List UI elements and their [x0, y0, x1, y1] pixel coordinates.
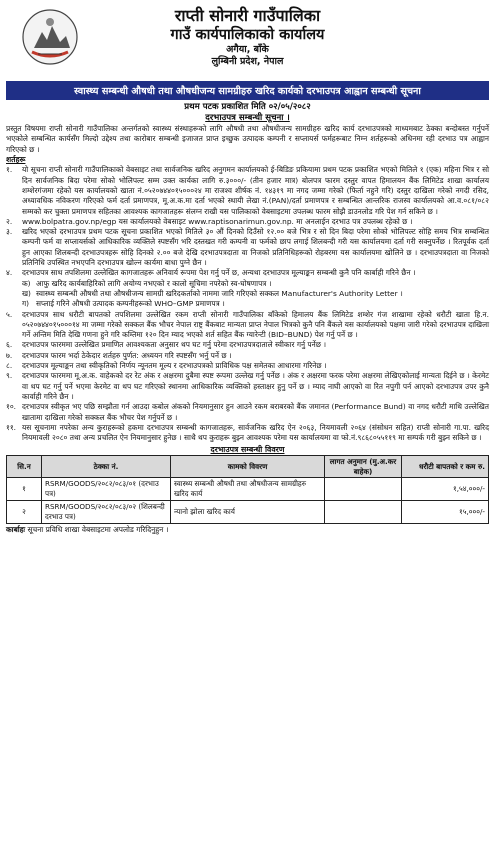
- subitem-letter: ख): [22, 288, 31, 298]
- cell-contract-no: RSRM/GOODS/२०८२/०८३/०१ (दरभाउ पत्र): [42, 478, 171, 501]
- condition-text: दरभाउपत्र मूल्याङ्कन तथा स्वीकृतिको निर्णय न्यूनतम मूल्य र दरभाउपत्रको प्राविधिक पक्ष समेतका आधारमा गरिनेछ ।: [22, 361, 327, 371]
- condition-item: [6, 310, 489, 341]
- cell-deposit: १५,०००/-: [402, 501, 489, 524]
- condition-number: २.: [6, 216, 13, 226]
- condition-text: खरिद भएको दरभाउपत्र प्रथम पटक सूचना प्रकाशित भएको मितिले ३० औं दिनको दिउँसो १२.०० बजे भित्र र सो दिन बिदा परेमा सोको भोलिपल्ट सोहि समय भित्र सम्बन्धित कम्पनी फर्म वा सप्लायर्सको आधिकारिक व्यक्तिले स्पष्टसँग भरि दस्तखत गरी कम्पनी वा फर्मको छाप लगाई शिलबन्दी गरी यस कार्यालयमा दर्ता गरी सक्नुपर्नेछ । रितपूर्वक दर्ता हुन आएका शिलबन्दी दरभाउपत्रहरू सोहि दिनको २.०० बजे देखि दरभाउपत्रदाता वा निजको प्रतिनिधिहरूको रोहबरमा यस कार्यालयमा खोलिने छ । दरभाउपत्रदाता वा निजको प्रतिनिधि उपस्थित नभएपनि दरभाउपत्र खोल्न कार्यमा बाधा पुग्ने छैन ।: [22, 227, 489, 268]
- condition-item: [6, 340, 489, 350]
- condition-number: १.: [6, 165, 13, 175]
- office-address: अगैया, बाँके: [226, 44, 269, 55]
- subitem-text: सप्लाई गरिने औषधी उत्पादक कम्पनीहरूको WHO–GMP प्रमाणपत्र ।: [36, 299, 225, 309]
- condition-number: ४.: [6, 268, 13, 278]
- action-footer: [6, 525, 489, 535]
- condition-item: [6, 351, 489, 361]
- condition-text: यस सूचनामा नपरेका अन्य कुराहरूको हकमा दरभाउपत्र सम्बन्धी कागजातहरू, सार्वजनिक खरिद ऐन २०६३, नियमावली २०६४ (संसोधन सहित) राप्ती सोनारी गा.पा. खरिद नियमावली २०८० तथा अन्य प्रचलित ऐन नियमानुसार हुनेछ । साथै थप कुराहरू बुझ्न आवश्यक परेमा यस कार्यालयमा वा फो.नं.९८६८०५५११९ मा सम्पर्क गरी बुझ्न सकिने छ ।: [22, 422, 489, 443]
- province-country: लुम्बिनी प्रदेश, नेपाल: [211, 56, 284, 67]
- notice-banner: स्वास्थ्य सम्बन्धी औषधी तथा औषधीजन्य सामग्रीहरु खरिद कार्यको दरभाउपत्र आह्वान सम्बन्धी सूचना: [6, 81, 489, 100]
- col-header-work-description: कामको विवरण: [171, 456, 325, 478]
- cell-sn: २: [7, 501, 42, 524]
- cell-sn: १: [7, 478, 42, 501]
- table-row: [7, 501, 489, 524]
- conditions-heading: शर्तहरू: [6, 154, 26, 164]
- condition-item: [6, 361, 489, 371]
- col-header-deposit: धरौटी बापतको र कम रु.: [402, 456, 489, 478]
- condition-number: ५.: [6, 309, 13, 319]
- condition-text: www.bolpatra.gov.np/egp यस कार्यालयको वेबसाइट www.raptisonarimun.gov.np. मा अनलाईन दरभाउ पत्र उपलब्ध रहेको छ ।: [22, 216, 413, 226]
- condition-number: ६.: [6, 340, 13, 350]
- subitem-letter: क): [22, 278, 31, 288]
- publication-date: प्रथम पटक प्रकाशित मिति ०२/०५/२०८२: [184, 102, 311, 112]
- condition-item: [6, 371, 489, 402]
- cell-contract-no: RSRM/GOODS/२०८२/०८३/०२ (शिलबन्दी दरभाउ पत्र): [42, 501, 171, 524]
- cell-deposit: १,५४,०००/-: [402, 478, 489, 501]
- footer-label: कार्बाहः: [6, 525, 26, 535]
- condition-subitem: [6, 289, 489, 299]
- condition-number: १०.: [6, 402, 17, 412]
- office-header: [6, 6, 489, 80]
- intro-paragraph: प्रस्तुत विषयमा राप्ती सोनारी गाउँपालिका अन्तर्गतको स्वास्थ्य संस्थाहरूको लागि औषधी तथा औषधीजन्य सामग्रीहरु खरिद कार्य दरभाउपत्रको माध्यमबाट ठेक्का बन्दोबस्त गर्नुपर्ने भएकोले सम्बन्धित कार्यसँग मिल्दो उद्देश्य तथा कारोबार सम्बन्धी इजाजत प्राप्त इच्छुक उत्पादक कम्पनी र सप्लायर्स फर्महरूबाट निम्न शर्तहरूको अधिनमा रही दरभाउ पत्र आह्वान गरिएको छ ।: [6, 124, 489, 154]
- cell-cost-estimate: [325, 501, 402, 524]
- condition-text: दरभाउपत्र फारममा उल्लेखित प्रमाणित आवश्यकता अनुसार थप घट गर्नु परेमा दरभाउपत्रदाताले स्वीकार गर्नु पर्नेछ ।: [22, 340, 327, 350]
- office-name: गाउँ कार्यपालिकाको कार्यालय: [170, 26, 325, 43]
- condition-text: दरभाउपत्र साथ तपशिलमा उल्लेखित कागजातहरू अनिवार्य रूपमा पेश गर्नु पर्ने छ, अन्यथा दरभाउपत्र मूल्याङ्कन सम्बन्धी कुनै पनि कार्बाही गरिने छैन ।: [22, 268, 416, 278]
- details-title: दरभाउपत्र सम्बन्धी विवरण: [210, 445, 285, 455]
- cell-work-description: न्यानो झोला खरिद कार्य: [171, 501, 325, 524]
- col-header-cost-estimate: लागत अनुमान (मु.अ.कर बाहेक): [325, 456, 402, 478]
- col-header-contract-no: ठेक्का नं.: [42, 456, 171, 478]
- condition-item: [6, 268, 489, 278]
- condition-number: ७.: [6, 350, 13, 360]
- table-header-row: [7, 456, 489, 478]
- condition-subitem: [6, 279, 489, 289]
- condition-item: [6, 165, 489, 216]
- subitem-text: स्वास्थ्य सम्बन्धी औषधी तथा औषधीजन्य सामग्री खरिदकर्ताको नाममा जारि गरिएको सक्कल Manufacturer's Authority Letter ।: [36, 288, 403, 298]
- condition-text: दरभाउपत्र फारम भर्दा ठेकेदार शर्तहरु पुर्णत: अध्ययन गरि स्पष्टसँग भर्नु पर्ने छ ।: [22, 350, 232, 360]
- condition-number: ८.: [6, 361, 13, 371]
- condition-item: [6, 402, 489, 423]
- subitem-letter: ग): [22, 299, 30, 309]
- nepal-government-emblem-icon: [20, 8, 80, 66]
- tender-details-table: [6, 455, 489, 524]
- col-header-sn: सि.न: [7, 456, 42, 478]
- cell-work-description: स्वास्थ्य सम्बन्धी औषधी तथा औषधीजन्य सामग्रीहरु खरिद कार्य: [171, 478, 325, 501]
- condition-number: ९.: [6, 371, 13, 381]
- condition-item: [6, 423, 489, 444]
- subitem-text: आफु खरिद कार्यबाहिरिको लागि अयोग्य नभएको र कालो सूचिमा नपरेको स्व-घोषणापत्र ।: [36, 278, 272, 288]
- condition-number: ११.: [6, 422, 17, 432]
- table-row: [7, 478, 489, 501]
- condition-text: दरभाउपत्र स्वीकृत भए पछि सम्झौता गर्न आउदा कबोल अंकको नियमानुसार हुन आउने रकम बराबरको बैंक जमानत (Performance Bund) वा नगद धरौटी माथि उल्लेखित खातामा दाखिला गरेको सक्कल बैंक भौचर पेश गर्नुपर्ने छ ।: [22, 402, 489, 422]
- condition-item: [6, 217, 489, 227]
- condition-text: दरभाउपत्र फारममा मू.अ.क. वाहेकको दर रेट अंक र अक्षरमा दुबैमा स्पष्ट रूपमा उल्लेख गर्नु पर्नेछ । अंक र अक्षरमा फरक परेमा अक्षरमा लेखिएकोलाई मान्यता दिईने छ । केरमेट वा थप घट गर्नु पर्ने भएमा केरमेट वा थप घट गरिएको स्थानमा आधिकारिक व्यक्तिको हस्ताक्षर हुनु पर्ने छ । म्याद नाघी आएको वा रित नपुगी पर्न आएको दरभाउपत्र उपर कुनै कार्वाही गरिने छैन ।: [22, 371, 489, 401]
- notice-title: दरभाउपत्र सम्बन्धी सूचना ।: [205, 113, 290, 123]
- condition-number: ३.: [6, 227, 13, 237]
- condition-text: दरभाउपत्र साथ धरौटी बापतको तपशिलमा उल्लेखित रकम राप्ती सोनारी गाउँपालिका बाँकेको हिमालय बैंक लिमिटेड शम्शेर गंज शाखामा रहेको धरौटी खाता हि.न. ०५२०७४४०१५०००१४ मा जम्मा गरेको सक्कल बैंक भौचर नेपाल राष्ट्र बैंकबाट मान्यता प्राप्त नेपाल भित्रको कुनै पनि बैंकले यस कार्यालयको पक्षमा जारी गरेको दरभाउपत्र दाखिला गर्ने अन्तिम मिति देखि गणना हुने गरि कम्तिमा १२० दिन म्याद भएको शर्त सहित बैंक ग्यारेन्टी (BID–BUND) पेश गर्नु पर्ने छ ।: [22, 309, 489, 340]
- condition-text: यो सूचना राप्ती सोनारी गाउँपालिकाको वेबसाइट तथा सार्वजनिक खरिद अनुगमन कार्यालयको ई-बिडिङ प्रकियामा प्रथम पटक प्रकाशित भएको मितिले १ (एक) महिना भित्र र सो दिन सार्वजनिक बिदा परेमा सोको भोलिपल्ट सम्म उक्त कार्यका लागि रु.३०००/- (तीन हजार मात्र) बोलपत्र फारम दस्तुर वापत हिमालयन बैंक लिमिटेड शाखा कार्यालय शम्शेरगंजमा रहेको यस कार्यालयको खाता नं.०५२०७४४०१५०००२४ मा राजश्व शीर्षक नं. १४३१९ मा नगद जम्मा गरेको (फिर्ता नहुने गरि) दस्तुर दाखिला गरेको नगदी रसिद, अध्यावधिक नविकरण गरिएको फर्म दर्ता प्रमाणपत्र, मू.अ.क.मा दर्ता भएको स्थायी लेखा नं.(PAN)/दर्ता प्रमाणपत्र र सम्बन्धित आन्तरिक राजस्व कार्यालयको आ.व.०८१/०८२ सम्मको कर चुक्ता प्रमाणपत्र सहितका आवश्यक कागजातहरू संलग्न राखी यस पालिकाको वेबसाइटमा उपलब्ध फारम सोझै डाउनलोड गरि पेश गर्न सकिने छ ।: [22, 165, 489, 216]
- cell-cost-estimate: [325, 478, 402, 501]
- condition-item: [6, 227, 489, 268]
- condition-subitem: [6, 299, 489, 309]
- footer-text: सूचना प्रविधि शाखा वेबसाइटमा अपलोड गरिदिनुहुन ।: [27, 525, 169, 535]
- conditions-list: [6, 165, 489, 443]
- municipality-name: राप्ती सोनारी गाउँपालिका: [174, 6, 321, 25]
